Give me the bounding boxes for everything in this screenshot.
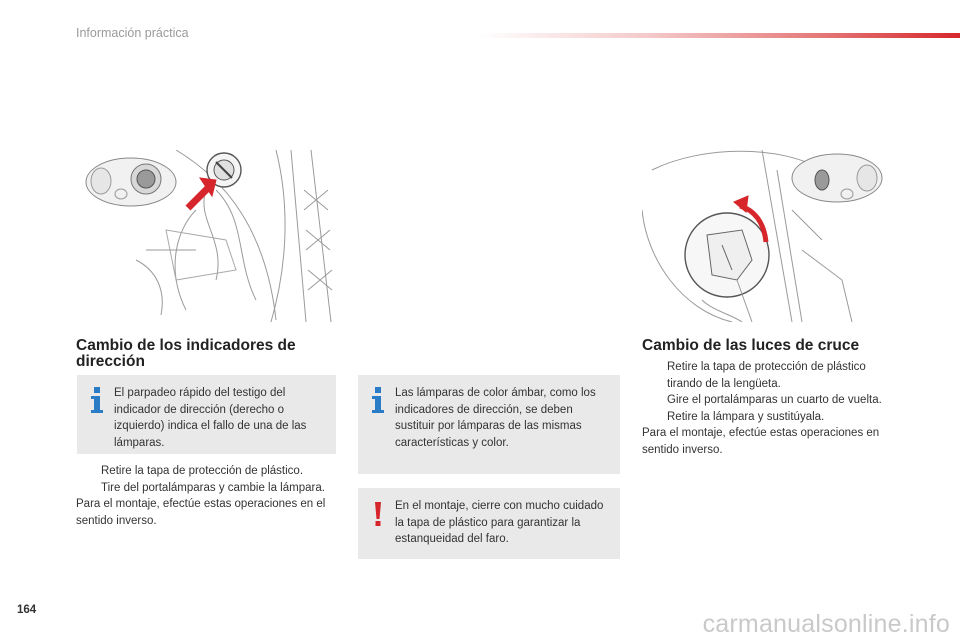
step-item xyxy=(76,463,338,480)
step-text: Retire la tapa de protección de plástico tirando de la lengüeta. xyxy=(667,361,866,390)
info-icon xyxy=(368,387,388,415)
step-item xyxy=(642,392,904,409)
step-item xyxy=(76,480,338,497)
step-text: Retire la lámpara y sustitúyala. xyxy=(667,410,825,423)
turn-signal-info-text: El parpadeo rápido del testigo del indicador de dirección (derecho o izquierdo) indica el fallo de una de las lámparas. xyxy=(114,387,307,449)
warning-text: En el montaje, cierre con mucho cuidado la tapa de plástico para garantizar la estanqueidad del faro. xyxy=(395,500,604,545)
amber-lamp-info-text: Las lámparas de color ámbar, como los indicadores de dirección, se deben sustituir por lámparas de las mismas características y color. xyxy=(395,387,596,449)
turn-signal-steps xyxy=(76,463,338,529)
section-header-title: Información práctica xyxy=(76,26,189,40)
watermark: carmanualsonline.info xyxy=(702,610,950,638)
warning-icon xyxy=(368,500,388,528)
step-text: Gire el portalámparas un cuarto de vuelta. xyxy=(667,394,882,406)
low-beam-illustration xyxy=(642,150,890,322)
low-beam-steps xyxy=(642,359,904,458)
info-icon xyxy=(87,387,107,415)
turn-signal-info-box xyxy=(77,375,336,454)
turn-signal-section-title: Cambio de los indicadores de dirección xyxy=(76,337,296,370)
closing-note: Para el montaje, efectúe estas operaciones en sentido inverso. xyxy=(642,427,880,456)
amber-lamp-info-box xyxy=(358,375,620,474)
page-number: 164 xyxy=(17,604,37,616)
header-accent-bar xyxy=(480,33,960,38)
step-item xyxy=(642,409,904,426)
step-text: Retire la tapa de protección de plástico. xyxy=(101,465,304,477)
low-beam-section-title: Cambio de las luces de cruce xyxy=(642,337,860,354)
warning-box xyxy=(358,488,620,559)
step-item xyxy=(642,359,904,392)
step-text: Tire del portalámparas y cambie la lámpara. xyxy=(101,481,325,494)
closing-note: Para el montaje, efectúe estas operaciones en el sentido inverso. xyxy=(76,498,326,527)
turn-signal-illustration xyxy=(76,150,338,322)
